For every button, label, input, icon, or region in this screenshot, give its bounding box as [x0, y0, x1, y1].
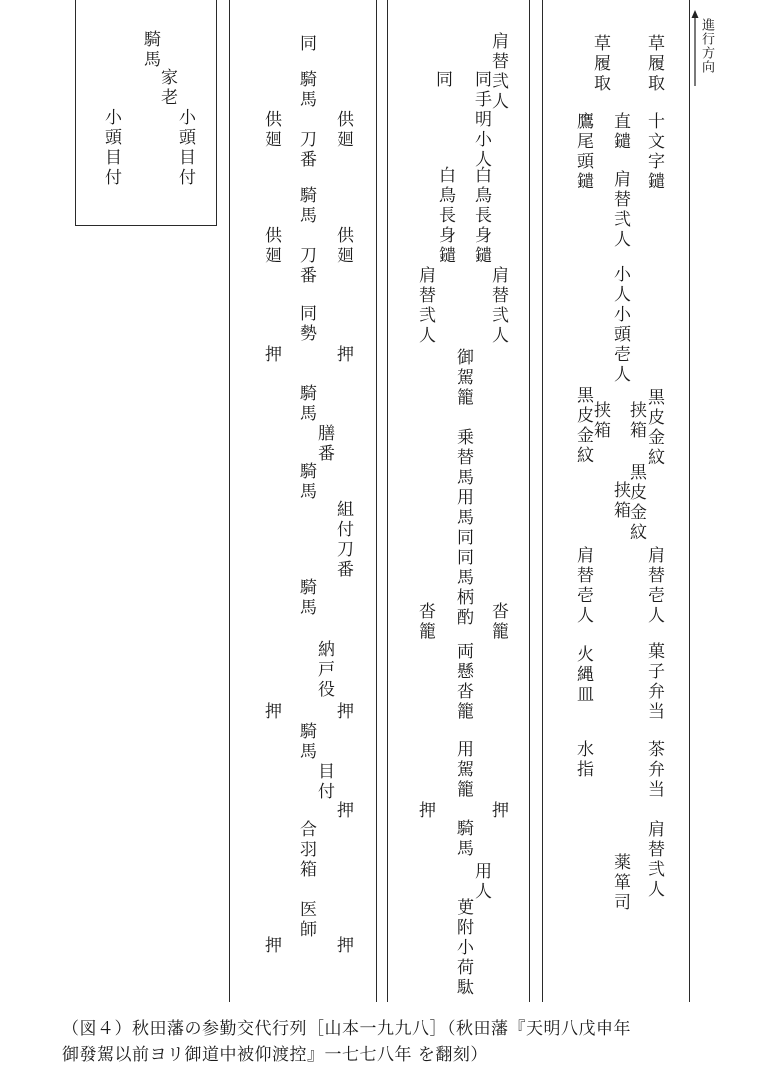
figure-caption — [62, 1016, 722, 1068]
col-c-r3-8: 騎馬 — [296, 462, 316, 502]
col-a-r3-1: 草履取 — [590, 34, 610, 94]
col-a-r3-3: 黒皮金紋 — [573, 386, 593, 466]
col-c-r3-3: 刀番 — [296, 130, 316, 170]
col-a-r1-3: 小人小頭壱人 — [610, 265, 630, 385]
col-c-r2-3: 目付 — [314, 762, 334, 802]
col-b-r2-1: 同手明小人 — [471, 70, 491, 170]
col-b-r1-3: 肩替弐人 — [488, 266, 508, 346]
col-a-r1-5: 挟箱 — [626, 401, 646, 441]
caption-line-2: 御發駕以前ヨリ御道中被仰渡控』一七七八年 を翻刻） — [62, 1045, 488, 1065]
col-c-r3-1: 同 — [296, 34, 316, 54]
col-b-r2-7: 茰附小荷駄 — [453, 898, 473, 998]
col-c-r2-2: 納戸役 — [314, 640, 334, 700]
col-c-r3-10: 騎馬 — [296, 722, 316, 762]
col-d-left-officer: 小頭目付 — [101, 108, 121, 188]
direction-divider — [689, 0, 690, 1002]
col-c-r4-1: 供廻 — [261, 110, 281, 150]
col-d-right-officer: 小頭目付 — [175, 108, 195, 188]
col-c-r3-9: 騎馬 — [296, 578, 316, 618]
column-divider-5 — [542, 0, 543, 1002]
col-c-r4-4: 押 — [261, 702, 281, 722]
col-b-r1-5: 押 — [488, 801, 508, 821]
col-c-r3-7: 騎馬 — [296, 384, 316, 424]
col-a-r1-4: 黒皮金紋 — [644, 388, 664, 468]
col-b-r2-6: 騎馬 — [453, 819, 473, 859]
col-c-r1-7: 押 — [333, 936, 353, 956]
col-c-r4-2: 供廻 — [261, 226, 281, 266]
column-divider-1 — [229, 0, 230, 1002]
col-a-r1-7: 菓子弁当 — [644, 642, 664, 722]
col-b-r1-6: 用人 — [471, 862, 491, 902]
col-c-r3-2: 騎馬 — [296, 70, 316, 110]
col-a-r1-8: 茶弁当 — [644, 740, 664, 800]
col-b-r2-4: 両懸沓籠 — [453, 642, 473, 722]
col-c-r1-1: 供廻 — [333, 110, 353, 150]
col-a-r3-4: 火縄皿 — [573, 645, 593, 705]
direction-label: 進行方向 — [699, 18, 714, 74]
col-d-rider: 騎馬 — [140, 30, 160, 70]
col-b-r3-4: 沓籠 — [415, 602, 435, 642]
col-a-r4-1: 鷹尾頭鑓 — [573, 112, 593, 192]
col-b-r1-2: 白鳥長身鑓 — [471, 166, 491, 266]
col-b-r3-5: 押 — [415, 801, 435, 821]
col-a-r2-4: 挟箱 — [610, 481, 630, 521]
col-c-r3-11: 合羽箱 — [296, 820, 316, 880]
col-b-r3-1: 同 — [432, 70, 452, 90]
col-b-r2-3: 乗替馬用馬同同馬柄酌 — [453, 428, 473, 628]
col-b-r3-2: 白鳥長身鑓 — [435, 166, 455, 266]
col-a-r1-2: 十文字鑓 — [644, 112, 664, 192]
col-c-r1-6: 押 — [333, 801, 353, 821]
col-c-r2-1: 膳番 — [314, 424, 334, 464]
col-b-r1-4: 沓籠 — [488, 602, 508, 642]
col-c-r3-4: 騎馬 — [296, 186, 316, 226]
col-a-r4-2: 肩替壱人 — [573, 546, 593, 626]
col-c-r1-5: 押 — [333, 702, 353, 722]
col-a-r2-3: 黒皮金紋 — [626, 463, 646, 543]
col-a-r3-5: 水指 — [573, 740, 593, 780]
col-b-r3-3: 肩替弐人 — [415, 266, 435, 346]
col-c-r4-3: 押 — [261, 345, 281, 365]
col-c-r4-5: 押 — [261, 936, 281, 956]
col-a-r2-5: 薬箪司 — [610, 853, 630, 913]
col-c-r1-2: 供廻 — [333, 226, 353, 266]
direction-indicator — [690, 4, 712, 86]
col-a-r1-6: 肩替壱人 — [644, 546, 664, 626]
col-d-elder: 家老 — [157, 68, 177, 108]
column-divider-2 — [376, 0, 377, 1002]
col-b-r2-5: 用駕籠 — [453, 740, 473, 800]
col-a-r2-1: 直鑓 — [610, 112, 630, 152]
col-b-r2-2: 御駕籠 — [453, 348, 473, 408]
col-a-r2-2: 肩替弐人 — [610, 170, 630, 250]
col-c-r3-6: 同勢 — [296, 304, 316, 344]
col-c-r3-12: 医師 — [296, 900, 316, 940]
col-c-r1-4: 組付刀番 — [333, 500, 353, 580]
col-c-r1-3: 押 — [333, 345, 353, 365]
column-divider-3 — [387, 0, 388, 1002]
col-a-r1-9: 肩替弐人 — [644, 820, 664, 900]
col-c-r3-5: 刀番 — [296, 246, 316, 286]
col-a-r3-2: 挟箱 — [590, 401, 610, 441]
col-a-r1-1: 草履取 — [644, 34, 664, 94]
col-b-r1-1: 肩替弐人 — [488, 32, 508, 112]
column-divider-4 — [529, 0, 530, 1002]
caption-line-1: （図４）秋田藩の参勤交代行列［山本一九九八］（秋田藩『天明八戊申年 — [62, 1019, 631, 1039]
